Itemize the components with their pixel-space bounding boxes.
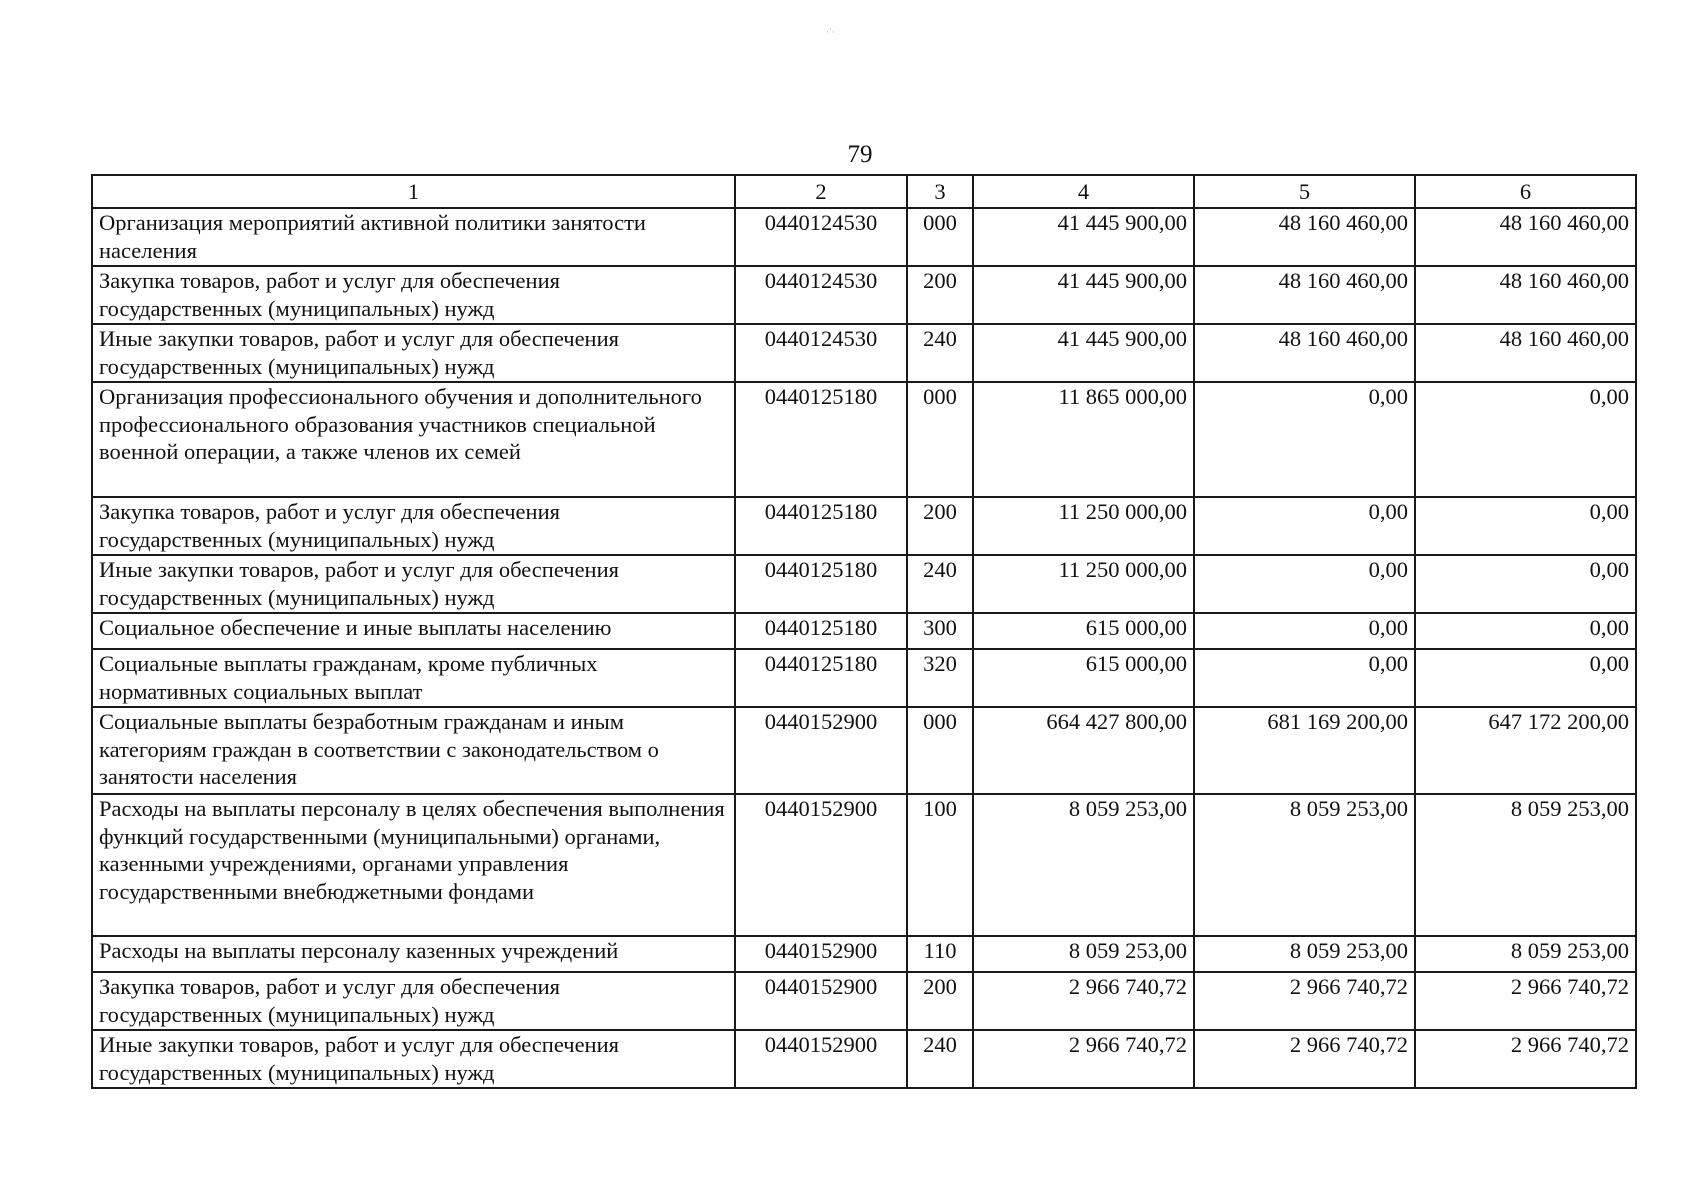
row-value-col6: 48 160 460,00: [1415, 324, 1636, 382]
table-row: [92, 382, 1636, 497]
row-type: 200: [907, 266, 973, 324]
table-row: [92, 324, 1636, 382]
column-header: 6: [1415, 175, 1636, 208]
table-row: [92, 497, 1636, 555]
table-row: [92, 649, 1636, 707]
row-name: Социальные выплаты безработным гражданам и иным категориям граждан в соответствии с законодательством о занятости населения: [92, 707, 735, 794]
row-name: Социальное обеспечение и иные выплаты населению: [92, 613, 735, 649]
row-code: 0440125180: [735, 613, 907, 649]
row-type: 240: [907, 324, 973, 382]
column-header: 3: [907, 175, 973, 208]
row-value-col4: 11 250 000,00: [973, 555, 1194, 613]
row-value-col5: 2 966 740,72: [1194, 972, 1415, 1030]
row-value-col6: 0,00: [1415, 382, 1636, 497]
row-value-col6: 2 966 740,72: [1415, 972, 1636, 1030]
row-value-col4: 41 445 900,00: [973, 266, 1194, 324]
row-name: Организация мероприятий активной политики занятости населения: [92, 208, 735, 266]
row-value-col5: 681 169 200,00: [1194, 707, 1415, 794]
scan-artifact: ·˙·: [826, 27, 835, 37]
row-code: 0440125180: [735, 649, 907, 707]
table-row: [92, 555, 1636, 613]
row-value-col5: 48 160 460,00: [1194, 266, 1415, 324]
row-value-col6: 0,00: [1415, 555, 1636, 613]
row-value-col6: 8 059 253,00: [1415, 794, 1636, 936]
row-type: 000: [907, 382, 973, 497]
row-type: 320: [907, 649, 973, 707]
row-value-col4: 11 865 000,00: [973, 382, 1194, 497]
row-value-col5: 0,00: [1194, 497, 1415, 555]
table-row: [92, 266, 1636, 324]
row-type: 110: [907, 936, 973, 972]
row-value-col5: 48 160 460,00: [1194, 208, 1415, 266]
row-code: 0440124530: [735, 324, 907, 382]
row-name: Иные закупки товаров, работ и услуг для обеспечения государственных (муниципальных) нужд: [92, 1030, 735, 1088]
table-row: [92, 794, 1636, 936]
row-value-col6: 0,00: [1415, 613, 1636, 649]
row-value-col4: 41 445 900,00: [973, 324, 1194, 382]
table-row: [92, 707, 1636, 794]
row-type: 200: [907, 497, 973, 555]
table-row: [92, 1030, 1636, 1088]
row-code: 0440152900: [735, 936, 907, 972]
budget-table: [91, 174, 1637, 1089]
row-type: 000: [907, 707, 973, 794]
column-header: 2: [735, 175, 907, 208]
row-value-col4: 2 966 740,72: [973, 972, 1194, 1030]
row-code: 0440124530: [735, 208, 907, 266]
row-code: 0440152900: [735, 794, 907, 936]
row-value-col5: 8 059 253,00: [1194, 794, 1415, 936]
table-row: [92, 208, 1636, 266]
row-name: Расходы на выплаты персоналу казенных учреждений: [92, 936, 735, 972]
row-value-col5: 0,00: [1194, 382, 1415, 497]
row-value-col6: 48 160 460,00: [1415, 208, 1636, 266]
row-value-col5: 0,00: [1194, 649, 1415, 707]
row-name: Закупка товаров, работ и услуг для обеспечения государственных (муниципальных) нужд: [92, 497, 735, 555]
row-value-col6: 48 160 460,00: [1415, 266, 1636, 324]
row-code: 0440125180: [735, 382, 907, 497]
row-code: 0440125180: [735, 497, 907, 555]
row-value-col4: 8 059 253,00: [973, 794, 1194, 936]
row-name: Закупка товаров, работ и услуг для обеспечения государственных (муниципальных) нужд: [92, 266, 735, 324]
row-value-col4: 8 059 253,00: [973, 936, 1194, 972]
row-value-col5: 2 966 740,72: [1194, 1030, 1415, 1088]
row-type: 240: [907, 1030, 973, 1088]
row-name: Социальные выплаты гражданам, кроме публичных нормативных социальных выплат: [92, 649, 735, 707]
row-value-col4: 11 250 000,00: [973, 497, 1194, 555]
row-value-col6: 8 059 253,00: [1415, 936, 1636, 972]
row-value-col6: 647 172 200,00: [1415, 707, 1636, 794]
row-value-col5: 8 059 253,00: [1194, 936, 1415, 972]
row-value-col6: 0,00: [1415, 497, 1636, 555]
row-type: 100: [907, 794, 973, 936]
row-type: 240: [907, 555, 973, 613]
page-number: 79: [847, 141, 873, 168]
table-row: [92, 972, 1636, 1030]
row-value-col5: 0,00: [1194, 555, 1415, 613]
column-header: 1: [92, 175, 735, 208]
row-code: 0440124530: [735, 266, 907, 324]
row-code: 0440152900: [735, 1030, 907, 1088]
column-header: 5: [1194, 175, 1415, 208]
row-name: Организация профессионального обучения и дополнительного профессионального образования участников специальной военной операции, а также членов их семей: [92, 382, 735, 497]
row-value-col5: 48 160 460,00: [1194, 324, 1415, 382]
row-code: 0440125180: [735, 555, 907, 613]
row-value-col6: 0,00: [1415, 649, 1636, 707]
row-code: 0440152900: [735, 972, 907, 1030]
row-value-col4: 664 427 800,00: [973, 707, 1194, 794]
row-value-col4: 2 966 740,72: [973, 1030, 1194, 1088]
row-name: Расходы на выплаты персоналу в целях обеспечения выполнения функций государственными (муниципальными) органами, казенными учреждениями, органами управления государственными внебюджетными фондами: [92, 794, 735, 936]
row-value-col4: 41 445 900,00: [973, 208, 1194, 266]
row-value-col4: 615 000,00: [973, 613, 1194, 649]
row-type: 200: [907, 972, 973, 1030]
row-name: Закупка товаров, работ и услуг для обеспечения государственных (муниципальных) нужд: [92, 972, 735, 1030]
row-type: 000: [907, 208, 973, 266]
table-row: [92, 613, 1636, 649]
row-value-col4: 615 000,00: [973, 649, 1194, 707]
row-name: Иные закупки товаров, работ и услуг для обеспечения государственных (муниципальных) нужд: [92, 555, 735, 613]
row-code: 0440152900: [735, 707, 907, 794]
column-header: 4: [973, 175, 1194, 208]
table-row: [92, 936, 1636, 972]
row-value-col5: 0,00: [1194, 613, 1415, 649]
row-type: 300: [907, 613, 973, 649]
row-value-col6: 2 966 740,72: [1415, 1030, 1636, 1088]
table-header-row: [92, 175, 1636, 208]
row-name: Иные закупки товаров, работ и услуг для обеспечения государственных (муниципальных) нужд: [92, 324, 735, 382]
